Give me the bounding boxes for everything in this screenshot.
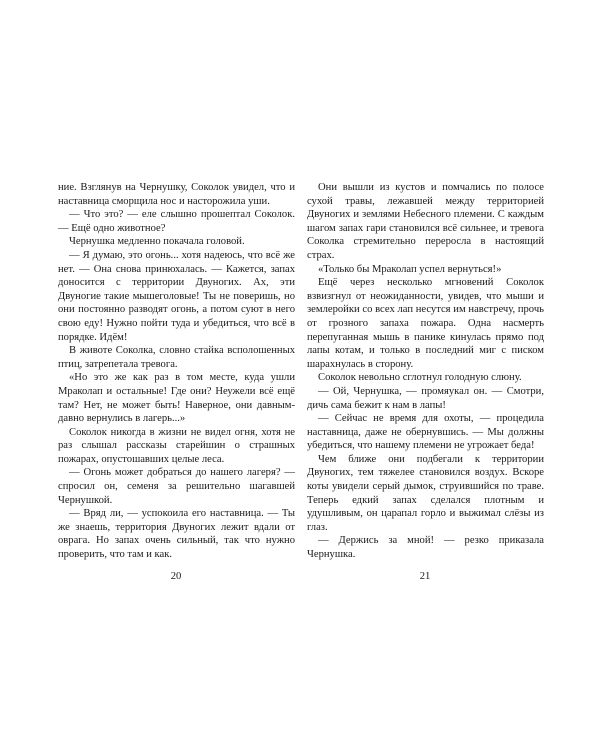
right-page-number: 21: [419, 571, 431, 582]
paragraph: — Ой, Чернушка, — промяукал он. — Смотри, дичь сама бежит к нам в лапы!: [307, 385, 544, 411]
paragraph: — Огонь может добраться до нашего лагеря? — спросил он, семеня за решительно шагавшей Чернушкой.: [58, 467, 295, 506]
paragraph: — Что это? — еле слышно прошептал Соколок. — Ещё одно животное?: [58, 209, 295, 234]
left-page-number: 20: [170, 571, 182, 582]
paragraph: Чем ближе они подбегали к территории Двуногих, тем тяжелее становился воздух. Вскоре коты увидели серый дымок, струившийся по траве. Теперь едкий запах сделался плотным и удушливым, он царапал горло и выжимал слёзы из глаз.: [307, 453, 544, 533]
paragraph: «Но это же как раз в том месте, куда ушли Мраколап и остальные! Где они? Неужели всё ещё там? Нет, не может быть! Наверное, они давным-давно вернулись в лагерь...»: [58, 372, 295, 425]
paragraph: Они вышли из кустов и помчались по полосе сухой травы, лежавшей между территорией Двуногих и землями Небесного племени. С каждым шагом запах гари становился всё сильнее, и тревога Соколка стремительно переросла в настоящий страх.: [307, 182, 544, 261]
paragraph: Соколок никогда в жизни не видел огня, хотя не раз слышал рассказы старейшин о страшных пожарах, опустошавших целые леса.: [58, 426, 295, 465]
paragraph: Чернушка медленно покачала головой.: [69, 236, 245, 248]
paragraph: — Держись за мной! — резко приказала Чернушка.: [307, 535, 544, 561]
paragraph: — Я думаю, это огонь... хотя надеюсь, что всё же нет. — Она снова принюхалась. — Кажется, запах доносится с территории Двуногих. Ах, эти Двуногие такие мышеголовые! Ты не поверишь, но они постоянно разводят огонь, а потом суют в него свою еду! Нужно пойти туда и убедиться, что всё в порядке. Идём!: [58, 249, 295, 343]
left-page-text: [58, 181, 295, 562]
paragraph: В животе Соколка, словно стайка всполошенных птиц, затрепетала тревога.: [58, 345, 295, 370]
paragraph: «Только бы Мраколап успел вернуться!»: [318, 263, 502, 275]
paragraph: Ещё через несколько мгновений Соколок взвизгнул от неожиданности, увидев, что мыши и землеройки со всех лап несутся им навстречу, прочь от грозного запаха пожара. Одна насмерть перепуганная мышь в панике кинулась прямо под лапы котам, и только в последний миг с писком шарахнулась в сторону.: [307, 277, 544, 370]
paragraph: — Сейчас не время для охоты, — процедила наставница, даже не обернувшись. — Мы должны убедиться, что нашему племени не угрожает беда!: [307, 413, 544, 452]
paragraph: ние. Взглянув на Чернушку, Соколок увидел, что и наставница сморщила нос и насторожила уши.: [58, 182, 295, 207]
right-page-text: [307, 181, 544, 562]
paragraph: — Вряд ли, — успокоила его наставница. — Ты же знаешь, территория Двуногих лежит вдали от оврага. Но запах очень сильный, так что нужно проверить, что там и как.: [58, 508, 295, 561]
paragraph: Соколок невольно сглотнул голодную слюну.: [318, 372, 522, 384]
